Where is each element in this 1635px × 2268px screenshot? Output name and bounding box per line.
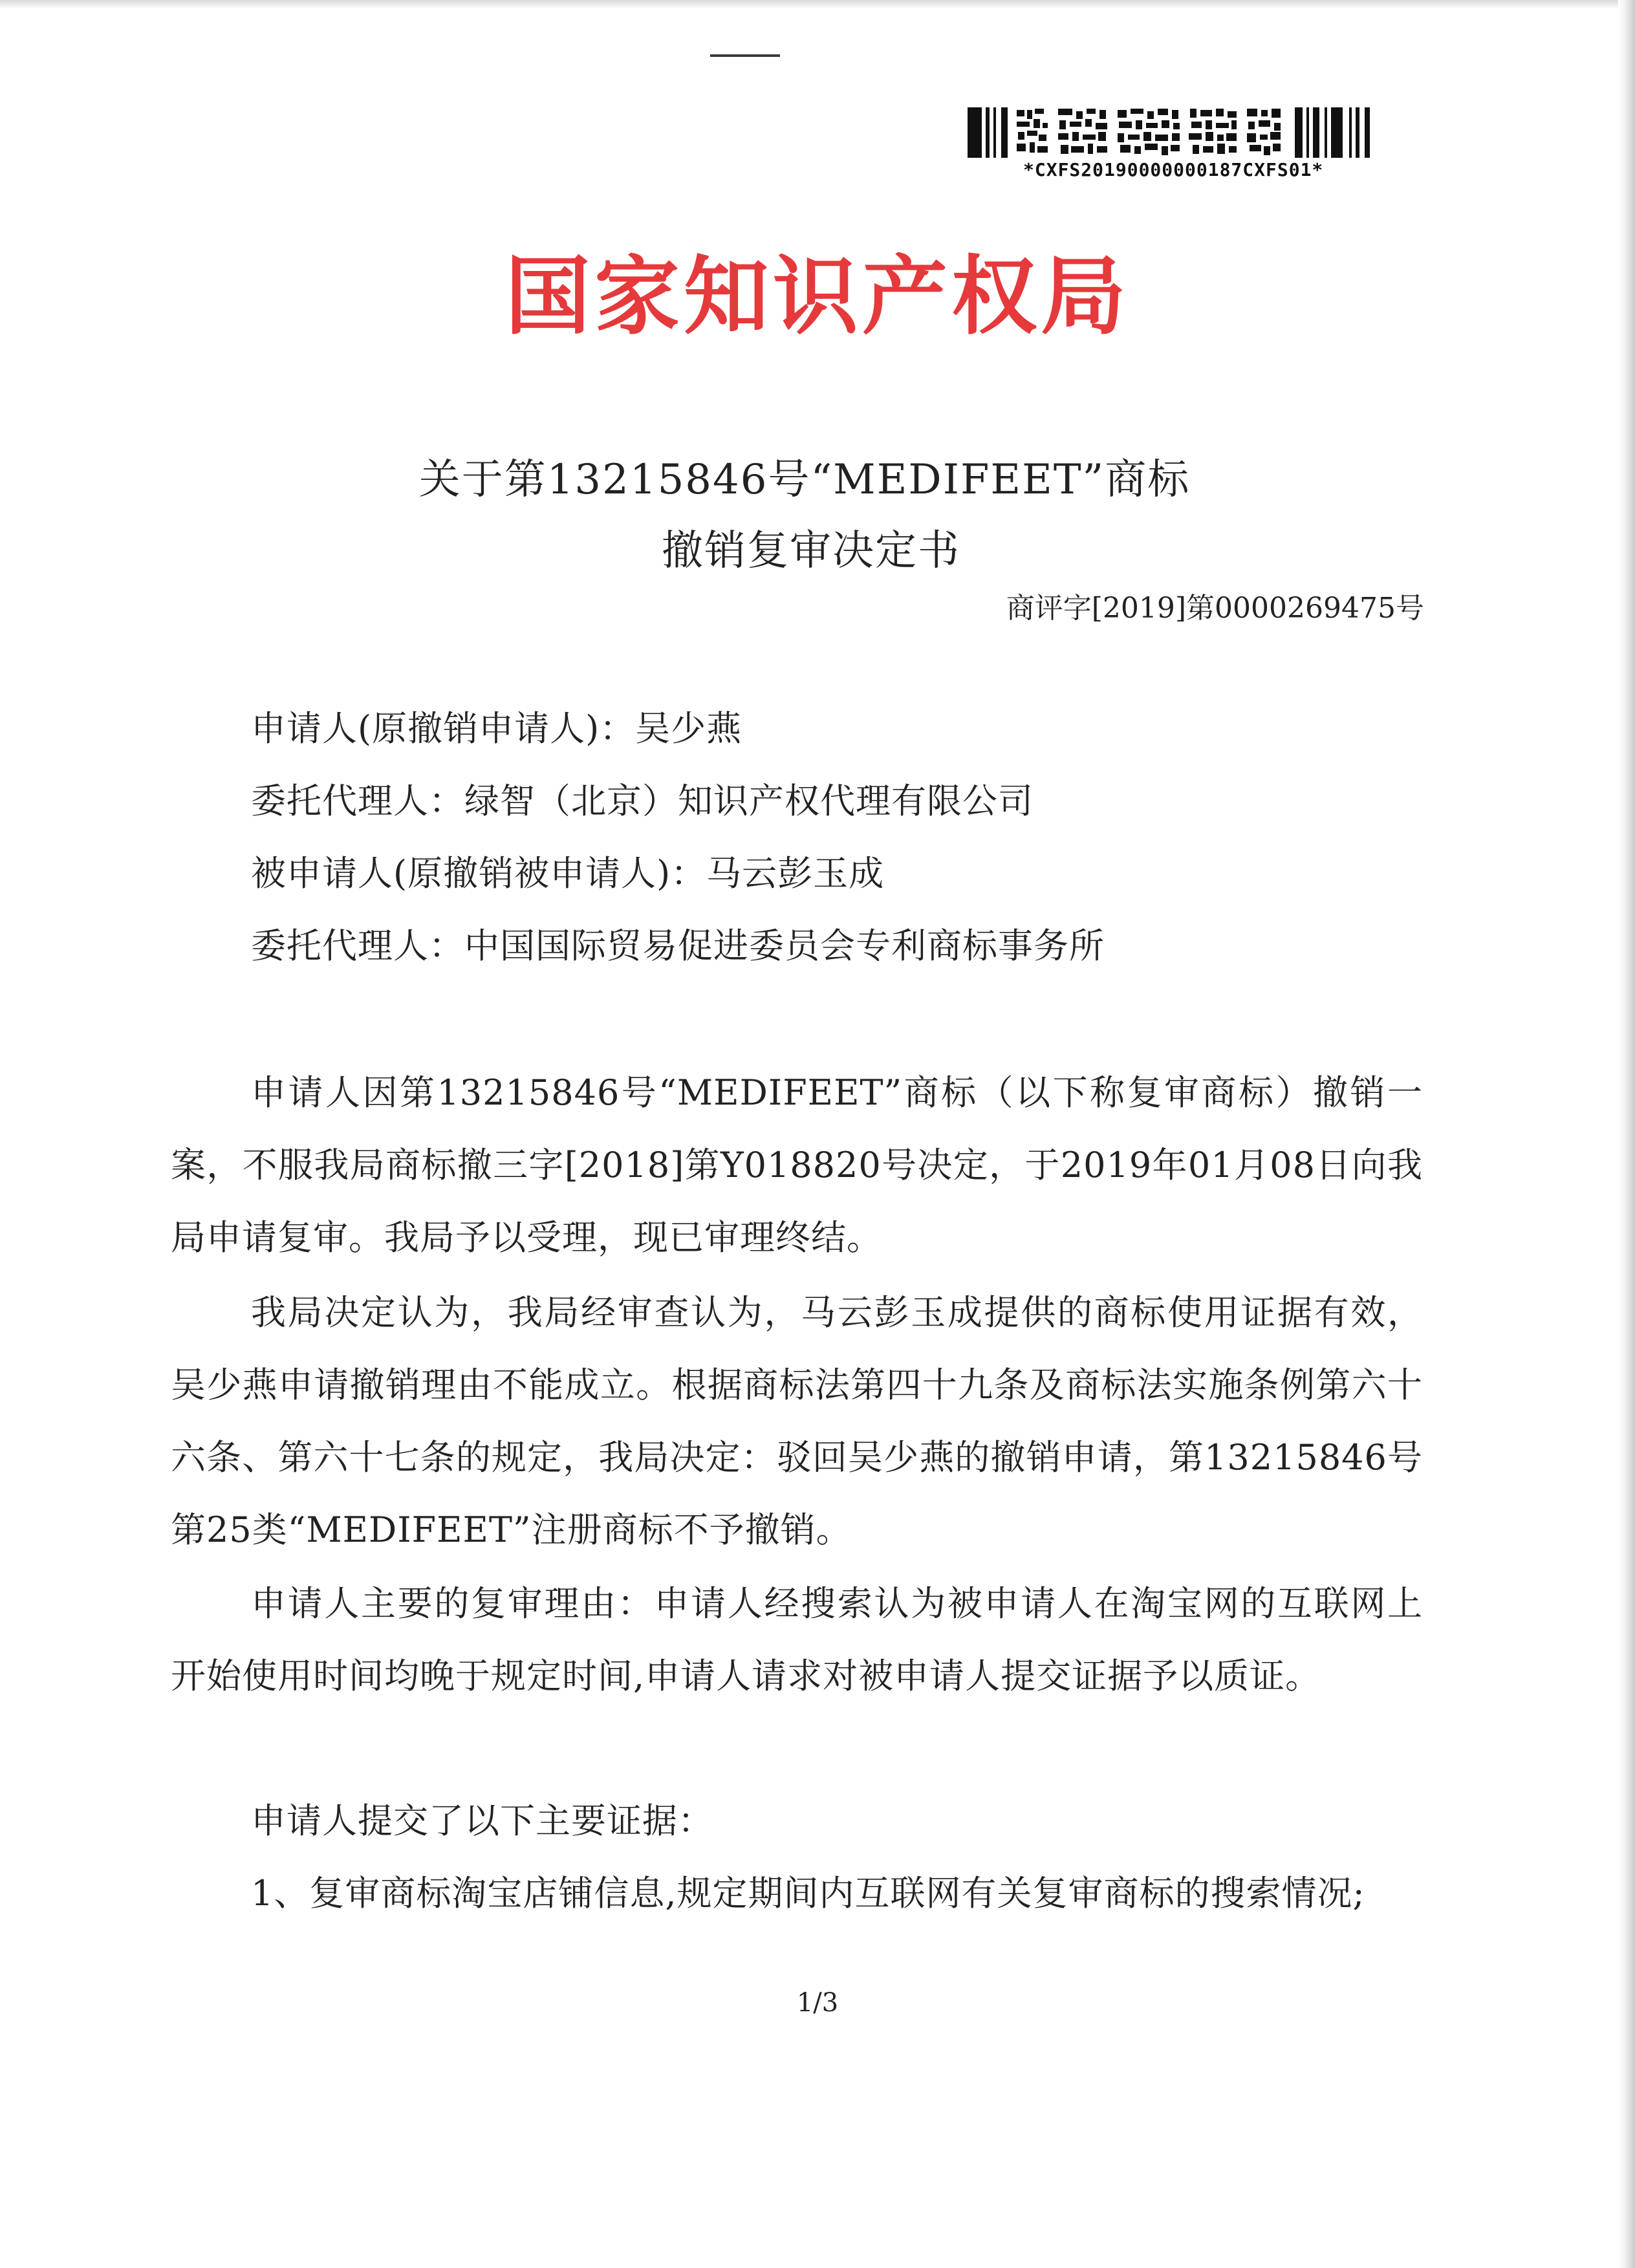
scan-edge-top (0, 0, 1635, 9)
agency-name: 国家知识产权局 (505, 247, 1130, 347)
document-title-line1: 关于第13215846号“MEDIFEET”商标 (418, 456, 1191, 504)
party-applicant: 申请人(原撤销申请人)：吴少燕 (251, 708, 742, 749)
top-dash-mark (710, 54, 780, 57)
body-paragraph: 申请人提交了以下主要证据： (251, 1800, 713, 1841)
party-respondent-agent: 委托代理人：中国国际贸易促进委员会专利商标事务所 (251, 925, 1105, 966)
document-number: 商评字[2019]第0000269475号 (1006, 592, 1424, 625)
page-indicator: 1/3 (796, 1988, 839, 2018)
body-paragraph: 申请人因第13215846号“MEDIFEET”商标（以下称复审商标）撤销一案，不服我局商标撤三字[2018]第Y018820号决定，于2019年01月08日向我局申请复审。我局予以受理，现已审理终结。 (171, 1072, 1423, 1258)
party-respondent: 被申请人(原撤销被申请人)：马云彭玉成 (251, 853, 885, 894)
document-title-line2: 撤销复审决定书 (662, 527, 960, 575)
party-applicant-agent: 委托代理人：绿智（北京）知识产权代理有限公司 (251, 781, 1034, 821)
barcode-icon (968, 107, 1370, 158)
body-paragraph: 1、复审商标淘宝店铺信息,规定期间内互联网有关复审商标的搜索情况; (251, 1873, 1365, 1914)
barcode-code: *CXFS20190000000187CXFS01* (1023, 159, 1324, 180)
body-paragraph: 我局决定认为，我局经审查认为，马云彭玉成提供的商标使用证据有效，吴少燕申请撤销理由不能成立。根据商标法第四十九条及商标法实施条例第六十六条、第六十七条的规定，我局决定：驳回吴少燕的撤销申请，第13215846号第25类“MEDIFEET”注册商标不予撤销。 (171, 1292, 1423, 1550)
body-paragraph: 申请人主要的复审理由：申请人经搜索认为被申请人在淘宝网的互联网上开始使用时间均晚于规定时间,申请人请求对被申请人提交证据予以质证。 (171, 1583, 1423, 1696)
